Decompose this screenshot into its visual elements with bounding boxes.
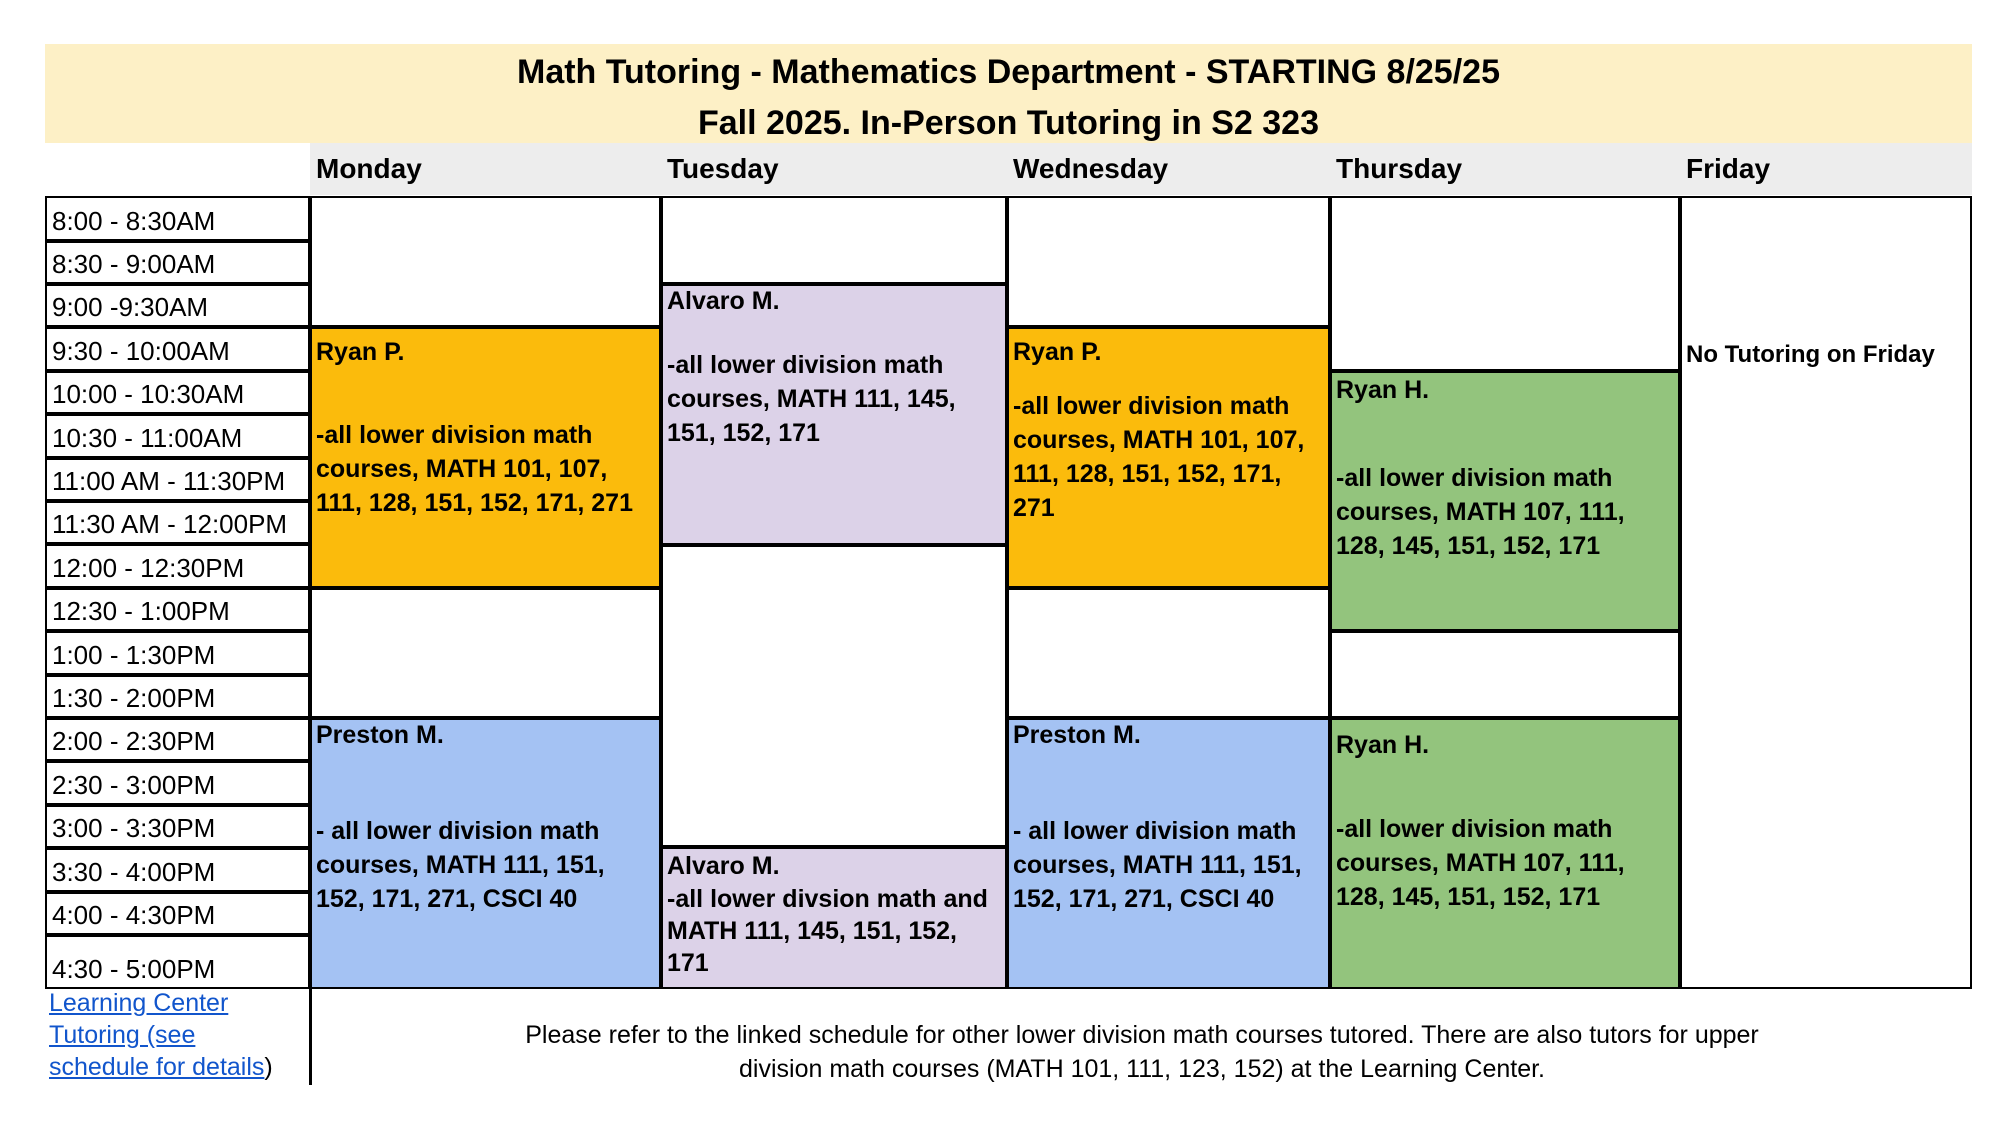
thursday-morning-session: [1330, 371, 1680, 631]
time-slot: 9:00 -9:30AM: [45, 284, 310, 327]
course-list: -all lower division math courses, MATH 101, 107, 111, 128, 151, 152, 171, 271: [1013, 392, 1305, 522]
tutor-name: Ryan P.: [1013, 338, 1102, 366]
time-slot: 2:00 - 2:30PM: [45, 718, 310, 761]
time-slot: 3:30 - 4:00PM: [45, 848, 310, 892]
wednesday-afternoon-session: [1007, 718, 1330, 989]
monday-empty-slot: [310, 588, 661, 718]
learning-center-link[interactable]: Learning Center: [49, 989, 229, 1017]
friday-note: No Tutoring on Friday: [1686, 341, 1935, 368]
tuesday-empty-slot: [661, 196, 1007, 284]
course-list: -all lower division math courses, MATH 107, 111, 128, 145, 151, 152, 171: [1336, 815, 1625, 911]
tutor-name: Alvaro M.: [667, 287, 780, 315]
time-slot: 2:30 - 3:00PM: [45, 761, 310, 805]
learning-center-link[interactable]: schedule for details: [49, 1053, 265, 1081]
page-subtitle: Fall 2025. In-Person Tutoring in S2 323: [45, 100, 1972, 143]
time-slot: 12:00 - 12:30PM: [45, 544, 310, 588]
tutor-name: Preston M.: [1013, 721, 1141, 749]
footer-note-line: Please refer to the linked schedule for other lower division math courses tutored. There are also tutors for upper: [525, 1021, 1759, 1049]
learning-center-link[interactable]: Tutoring (see: [49, 1021, 196, 1049]
tutor-name: Ryan P.: [316, 338, 405, 366]
tuesday-empty-slot: [661, 545, 1007, 847]
time-slot: 3:00 - 3:30PM: [45, 805, 310, 848]
day-tuesday: Tuesday: [667, 153, 779, 184]
tutor-name: Alvaro M.: [667, 852, 780, 880]
monday-empty-slot: [310, 196, 661, 327]
course-list: -all lower division math courses, MATH 111, 145, 151, 152, 171: [667, 351, 956, 447]
monday-morning-session: [310, 327, 661, 588]
footer-note: [312, 1018, 1972, 1086]
wednesday-empty-slot: [1007, 588, 1330, 718]
tutor-name: Ryan H.: [1336, 731, 1430, 759]
thursday-empty-slot: [1330, 196, 1680, 371]
time-slot: 12:30 - 1:00PM: [45, 588, 310, 631]
time-slot: 1:00 - 1:30PM: [45, 631, 310, 675]
time-slot: 1:30 - 2:00PM: [45, 675, 310, 718]
wednesday-morning-session: [1007, 327, 1330, 588]
course-list: -all lower division math courses, MATH 101, 107, 111, 128, 151, 152, 171, 271: [316, 421, 633, 517]
day-thursday: Thursday: [1336, 153, 1463, 184]
time-slot: 4:30 - 5:00PM: [45, 935, 310, 989]
course-list: - all lower division math courses, MATH 111, 151, 152, 171, 271, CSCI 40: [1013, 817, 1302, 913]
time-slot: 9:30 - 10:00AM: [45, 327, 310, 371]
course-list: -all lower division math courses, MATH 107, 111, 128, 145, 151, 152, 171: [1336, 464, 1625, 560]
time-slot: 10:30 - 11:00AM: [45, 414, 310, 458]
time-slot: 8:00 - 8:30AM: [45, 196, 310, 241]
time-slot: 11:00 AM - 11:30PM: [45, 458, 310, 501]
day-monday: Monday: [316, 153, 422, 184]
time-slot: 8:30 - 9:00AM: [45, 241, 310, 284]
page-title: Math Tutoring - Mathematics Department - STARTING 8/25/25: [45, 44, 1972, 100]
footer-note-line: division math courses (MATH 101, 111, 123, 152) at the Learning Center.: [739, 1055, 1545, 1083]
thursday-empty-slot: [1330, 631, 1680, 718]
wednesday-empty-slot: [1007, 196, 1330, 327]
course-list: - all lower division math courses, MATH 111, 151, 152, 171, 271, CSCI 40: [316, 817, 605, 913]
learning-center-cell: [49, 987, 304, 1083]
link-suffix: ): [264, 1053, 273, 1081]
time-slot: 10:00 - 10:30AM: [45, 371, 310, 414]
friday-column: [1680, 196, 1972, 989]
tutor-name: Ryan H.: [1336, 376, 1430, 404]
day-wednesday: Wednesday: [1013, 153, 1169, 184]
thursday-afternoon-session: [1330, 718, 1680, 989]
tutor-name: Preston M.: [316, 721, 444, 749]
monday-afternoon-session: [310, 718, 661, 989]
tuesday-afternoon-session: [661, 847, 1007, 989]
time-slot: 11:30 AM - 12:00PM: [45, 501, 310, 544]
day-friday: Friday: [1686, 153, 1771, 184]
time-slot: 4:00 - 4:30PM: [45, 892, 310, 935]
course-list: -all lower divsion math and MATH 111, 145, 151, 152, 171: [667, 885, 988, 977]
tuesday-morning-session: [661, 284, 1007, 545]
